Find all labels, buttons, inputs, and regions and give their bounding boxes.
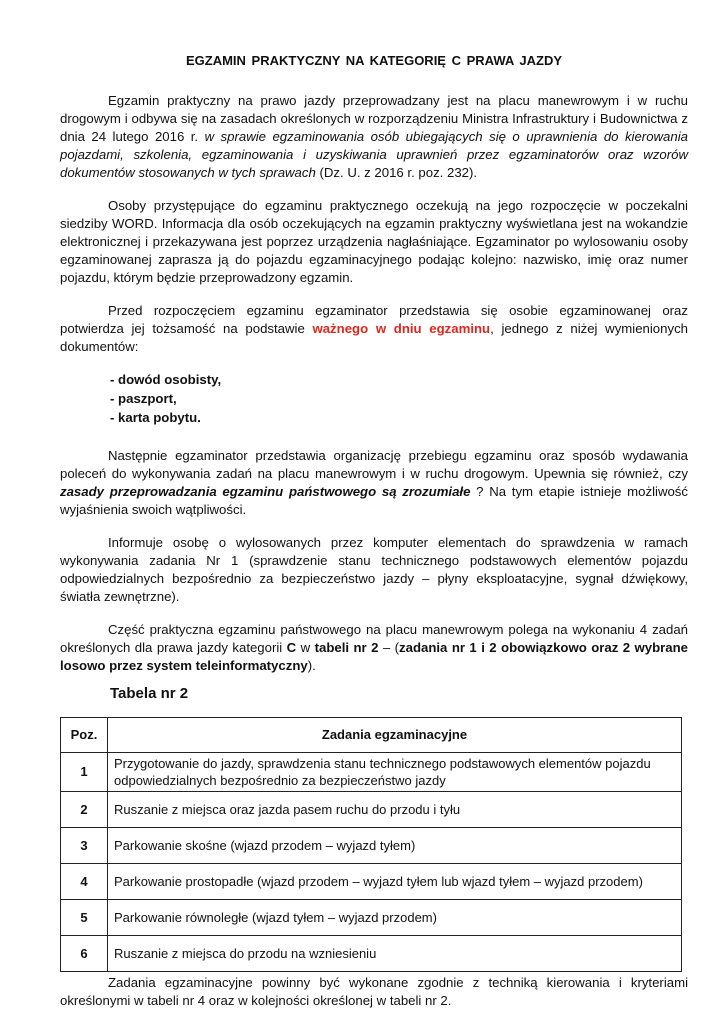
paragraph-text: – ( bbox=[378, 640, 400, 655]
paragraph-task1-elements: Informuje osobę o wylosowanych przez komputer elementach do sprawdzenia w ramach wykonywania zadania Nr 1 (sprawdzenie stanu technicznego podstawowych elementów pojazdu odpowiedzialnych bezpośrednio za bezpieczeństwo jazdy – płyny eksploatacyjne, sygnał dźwiękowy, światła zewnętrzne). bbox=[60, 535, 688, 604]
list-item: - karta pobytu. bbox=[110, 410, 201, 425]
paragraph-closing: Zadania egzaminacyjne powinny być wykonane zgodnie z techniką kierowania i kryteriami określonymi w tabeli nr 4 oraz w kolejności określonej w tabeli nr 2. bbox=[60, 975, 688, 1008]
row-number: 5 bbox=[61, 900, 108, 936]
paragraph-legal-basis bbox=[60, 92, 688, 182]
row-task: Parkowanie równoległe (wjazd tyłem – wyjazd przodem) bbox=[108, 900, 682, 936]
documents-list bbox=[60, 370, 688, 427]
table-title: Tabela nr 2 bbox=[110, 685, 189, 702]
paragraph-text: Następnie egzaminator przedstawia organizację przebiegu egzaminu oraz sposób wydawania poleceń do wykonywania zadań na placu manewrowym i w ruchu drogowym. Upewnia się również, czy bbox=[60, 448, 688, 481]
paragraph-maneuvering-area bbox=[60, 621, 688, 675]
paragraph-text: , jednego z niżej wymienionych dokumentów: bbox=[60, 321, 688, 354]
list-item: - dowód osobisty, bbox=[110, 372, 222, 387]
table-row bbox=[61, 900, 682, 936]
row-number: 4 bbox=[61, 864, 108, 900]
paragraph-organization bbox=[60, 447, 688, 519]
table-row bbox=[61, 792, 682, 828]
table-row bbox=[61, 753, 682, 792]
document-title: EGZAMIN PRAKTYCZNY NA KATEGORIĘ C PRAWA JAZDY bbox=[185, 53, 563, 68]
table-header-row bbox=[61, 718, 682, 753]
row-task: Przygotowanie do jazdy, sprawdzenia stanu technicznego podstawowych elementów pojazdu odpowiedzialnych bezpośrednio za bezpieczeństwo jazdy bbox=[108, 753, 682, 792]
row-number: 6 bbox=[61, 936, 108, 972]
table-row bbox=[61, 936, 682, 972]
row-task: Ruszanie z miejsca do przodu na wzniesieniu bbox=[108, 936, 682, 972]
table-reference: tabeli nr 2 bbox=[314, 640, 379, 655]
row-number: 3 bbox=[61, 828, 108, 864]
table-row bbox=[61, 864, 682, 900]
category-letter: C bbox=[286, 640, 297, 655]
row-task: Ruszanie z miejsca oraz jazda pasem ruchu do przodu i tyłu bbox=[108, 792, 682, 828]
regulation-title: w sprawie egzaminowania osób ubiegających się o uprawnienia do kierowania pojazdami, szkolenia, egzaminowania i uzyskiwania uprawnień przez egzaminatorów oraz wzorów dokumentów stosowanych w tych sprawach bbox=[60, 129, 688, 180]
emphasis-rules: zasady przeprowadzania egzaminu państwowego są zrozumiałe bbox=[60, 484, 471, 499]
table-row bbox=[61, 828, 682, 864]
tasks-table bbox=[60, 717, 682, 972]
row-number: 2 bbox=[61, 792, 108, 828]
highlight-valid-on-exam-day: ważnego w dniu egzaminu bbox=[312, 321, 491, 336]
column-header-position: Poz. bbox=[61, 718, 108, 753]
row-number: 1 bbox=[61, 753, 108, 792]
paragraph-text: w bbox=[296, 640, 315, 655]
paragraph-text: ). bbox=[307, 658, 316, 673]
row-task: Parkowanie skośne (wjazd przodem – wyjazd tyłem) bbox=[108, 828, 682, 864]
paragraph-text: ? Na tym etapie istnieje możliwość wyjaśnienia swoich wątpliwości. bbox=[60, 484, 688, 517]
column-header-tasks: Zadania egzaminacyjne bbox=[108, 718, 682, 753]
paragraph-identity bbox=[60, 302, 688, 356]
list-item: - paszport, bbox=[110, 391, 177, 406]
paragraph-text: Część praktyczna egzaminu państwowego na placu manewrowym polega na wykonaniu 4 zadań określonych dla prawa jazdy kategorii bbox=[60, 622, 688, 655]
paragraph-text: (Dz. U. z 2016 r. poz. 232). bbox=[315, 165, 478, 180]
mandatory-tasks-note: zadania nr 1 i 2 obowiązkowo oraz 2 wybrane losowo przez system teleinformatyczny bbox=[60, 640, 689, 673]
row-task: Parkowanie prostopadłe (wjazd przodem – wyjazd tyłem lub wjazd tyłem – wyjazd przodem) bbox=[108, 864, 682, 900]
paragraph-text: Przed rozpoczęciem egzaminu egzaminator przedstawia się osobie egzaminowanej oraz potwierdza jej tożsamość na podstawie bbox=[60, 303, 688, 336]
paragraph-waiting-room: Osoby przystępujące do egzaminu praktycznego oczekują na jego rozpoczęcie w poczekalni siedziby WORD. Informacja dla osób oczekujących na egzamin praktyczny wyświetlana jest na wokandzie elektronicznej i przekazywana jest poprzez urządzenia nagłaśniające. Egzaminator po wylosowaniu osoby egzaminowanej zaprasza ją do pojazdu egzaminacyjnego podając kolejno: nazwisko, imię oraz numer pojazdu, którym będzie przeprowadzony egzamin. bbox=[60, 198, 688, 285]
paragraph-text: Egzamin praktyczny na prawo jazdy przeprowadzany jest na placu manewrowym i w ruchu drogowym i odbywa się na zasadach określonych w rozporządzeniu Ministra Infrastruktury i Budownictwa z dnia 24 lutego 2016 r. bbox=[60, 93, 688, 144]
